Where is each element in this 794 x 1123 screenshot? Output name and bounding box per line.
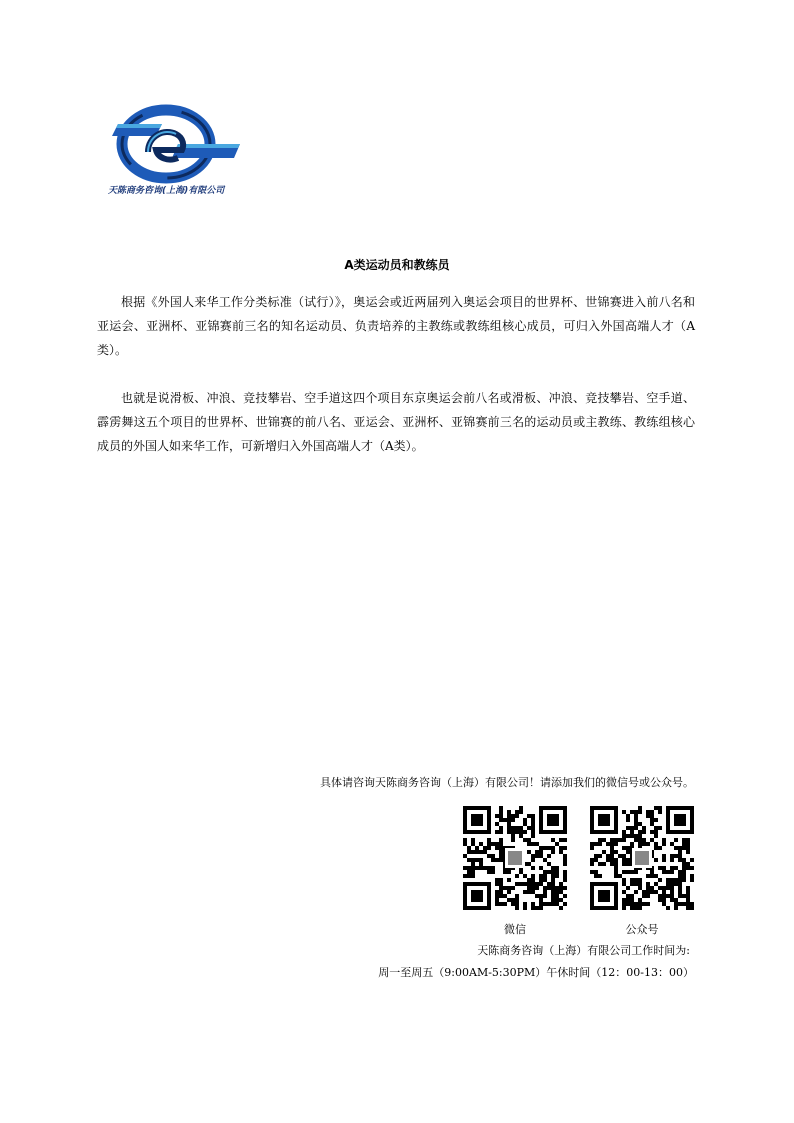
company-logo-icon (104, 100, 254, 196)
official-account-label: 公众号 (625, 923, 659, 936)
document-title: A类运动员和教练员 (344, 258, 450, 272)
contact-note: 具体请咨询天陈商务咨询（上海）有限公司！请添加我们的微信号或公众号。 (320, 776, 694, 789)
company-logo-caption: 天陈商务咨询(上海)有限公司 (108, 186, 225, 196)
paragraph-2: 也就是说滑板、冲浪、竞技攀岩、空手道这四个项目东京奥运会前八名或滑板、冲浪、竞技攀岩、空手道、霹雳舞这五个项目的世界杯、世锦赛的前八名、亚运会、亚洲杯、亚锦赛前三名的运动员或主教练、教练组核心成员的外国人如来华工作，可新增归入外国高端人才（A类）。 (97, 391, 695, 453)
official-account-qr-code-icon (590, 806, 694, 910)
wechat-qr-code-icon (463, 806, 567, 910)
working-hours: 周一至周五（9:00AM-5:30PM）午休时间（12：00-13：00） (378, 966, 694, 979)
wechat-label: 微信 (504, 923, 526, 936)
paragraph-1: 根据《外国人来华工作分类标准（试行）》，奥运会或近两届列入奥运会项目的世界杯、世锦赛进入前八名和亚运会、亚洲杯、亚锦赛前三名的知名运动员、负责培养的主教练或教练组核心成员，可归入外国高端人才（A类）。 (97, 295, 695, 357)
working-hours-title: 天陈商务咨询（上海）有限公司工作时间为: (477, 944, 690, 957)
